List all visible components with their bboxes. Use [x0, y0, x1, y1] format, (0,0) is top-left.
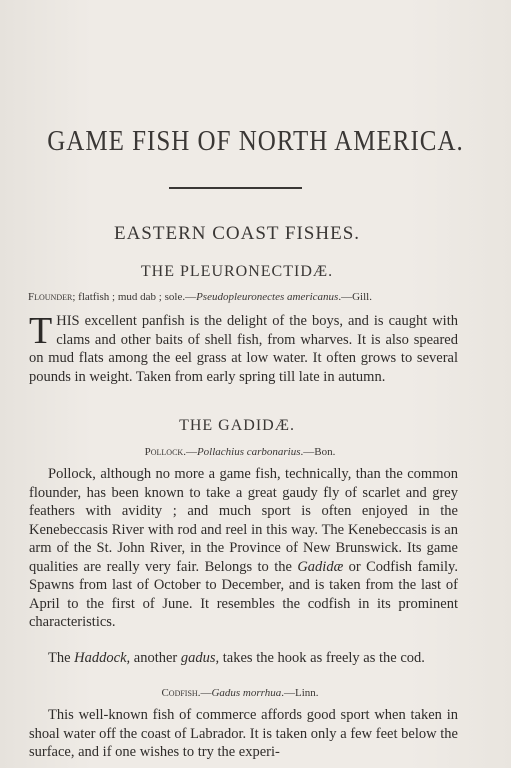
species-dash: .— [197, 687, 212, 699]
species-line-pollock [0, 446, 480, 458]
species-dash: .— [183, 446, 197, 458]
paragraph-body: Pollock, although no more a game fish, technically, than the common flounder, has been known to take a great gaudy fly of scarlet and grey feathers with avidity ; and much sport is often enjoyed in the Kenebeccasis River with rod and reel in this way. The Kenebeccasis is an arm of the St. John River, in the Province of New Brunswick. Its game qualities are really very fair. Belongs to the [29, 466, 458, 575]
haddock-end: takes the hook as freely as the cod. [219, 650, 425, 666]
family-heading-pleuronectidae: THE PLEURONECTIDÆ. [140, 263, 334, 280]
paragraph-body: excellent panfish is the delight of the boys, and is caught with clams and other baits of shell fish, from wharves. It is also speared on mud flats among the eel grass at low water. It often grows to several pounds in weight. Taken from early spring till late in autumn. [29, 313, 458, 385]
species-authority: .—Linn. [281, 687, 319, 699]
species-line-flounder [28, 291, 478, 303]
paragraph-codfish [29, 706, 458, 762]
paragraph-italic: Gadidæ [297, 558, 344, 575]
species-common-name: Pollock [144, 446, 184, 458]
paragraph-body-end: or Codfish family. Spawns from last of October to December, and is taken from the last of April to the first of June. It resembles the codfish in its prominent characteristics. [29, 558, 458, 630]
paragraph-haddock [29, 649, 458, 668]
haddock-italic-gadus: gadus, [180, 650, 220, 666]
page-title: GAME FISH OF NORTH AMERICA. [47, 126, 464, 158]
paragraph-lead: HIS [56, 313, 80, 329]
title-rule [169, 187, 302, 189]
paragraph-pollock [29, 465, 458, 632]
species-latin-name: Pseudopleuronectes americanus [196, 291, 339, 303]
species-common-name: Flounder [28, 291, 73, 303]
species-aliases: ; flatfish ; mud dab ; sole.— [72, 291, 197, 303]
species-latin-name: Pollachius carbonarius [196, 446, 301, 458]
haddock-mid: another [130, 650, 181, 666]
species-latin-name: Gadus morrhua [211, 687, 282, 699]
drop-cap: T [29, 310, 53, 352]
paragraph-flounder [29, 312, 458, 386]
species-authority: .—Gill. [338, 291, 372, 303]
family-heading-gadidae: THE GADIDÆ. [179, 417, 295, 434]
section-heading: EASTERN COAST FISHES. [113, 223, 361, 244]
species-common-name: Codfish [161, 687, 198, 699]
species-line-codfish [0, 687, 480, 699]
haddock-pre: The [48, 650, 75, 666]
paragraph-body: This well-known fish of commerce affords good sport when taken in shoal water off the coast of Labrador. It is taken only a few feet below the surface, and if one wishes to try the experi- [29, 707, 458, 760]
species-authority: .—Bon. [300, 446, 336, 458]
haddock-italic: Haddock, [74, 650, 131, 666]
